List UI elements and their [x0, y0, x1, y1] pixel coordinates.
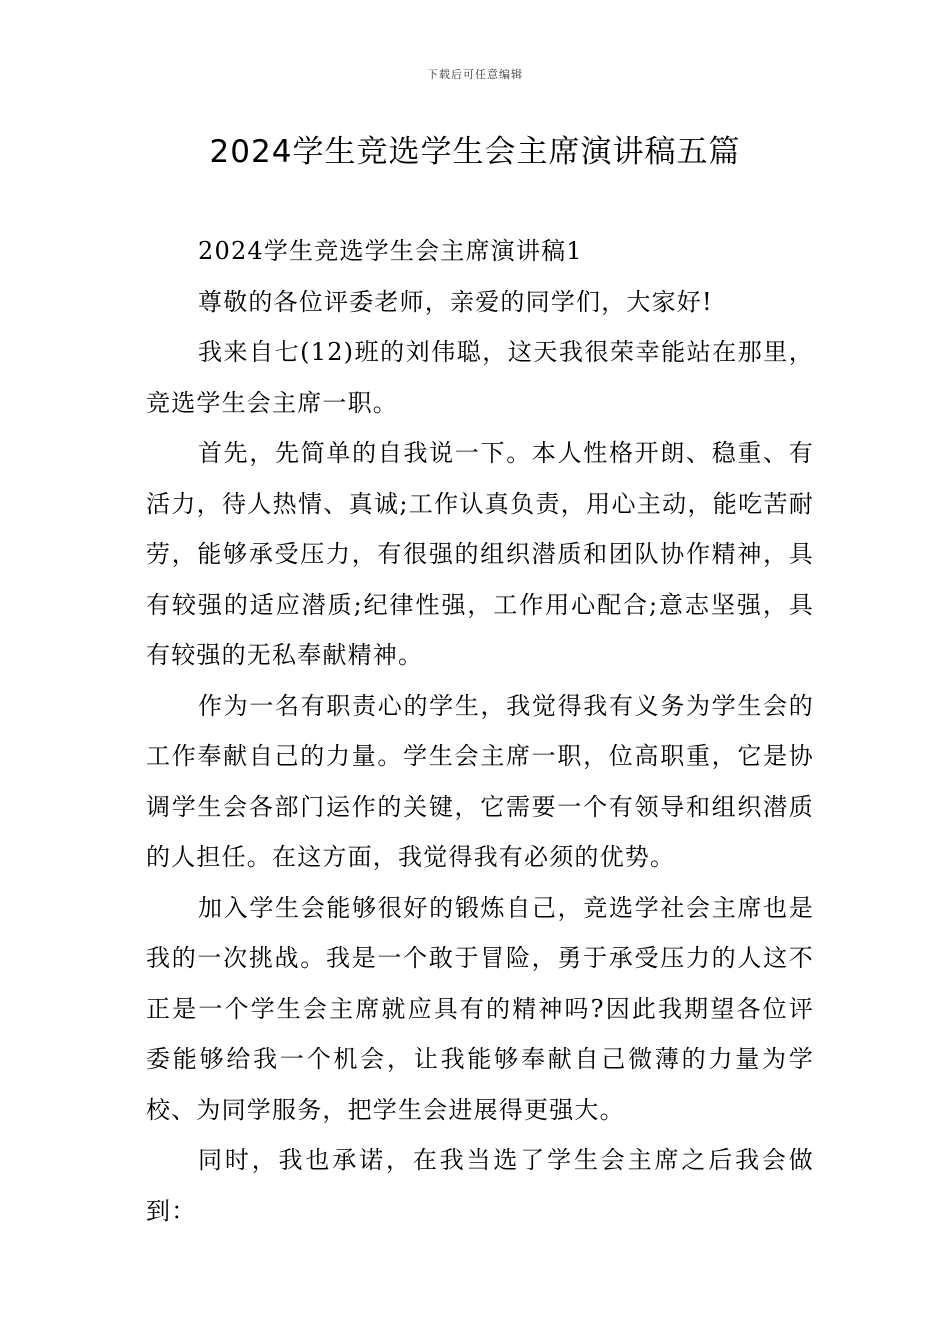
paragraph-subtitle: 2024学生竞选学生会主席演讲稿1 — [198, 237, 583, 265]
paragraph: 作为一名有职责心的学生，我觉得我有义务为学生会的工作奉献自己的力量。学生会主席一职，位高职重，它是协调学生会各部门运作的关键，它需要一个有领导和组织潜质的人担任。在这方面，我觉得我有必须的优势。 — [146, 691, 814, 871]
document-title: 2024学生竞选学生会主席演讲稿五篇 — [209, 134, 741, 170]
paragraph: 首先，先简单的自我说一下。本人性格开朗、稳重、有活力，待人热情、真诚;工作认真负责，用心主动，能吃苦耐劳，能够承受压力，有很强的组织潜质和团队协作精神，具有较强的适应潜质;纪律性强，工作用心配合;意志坚强，具有较强的无私奉献精神。 — [146, 439, 814, 669]
paragraph: 我来自七(12)班的刘伟聪，这天我很荣幸能站在那里，竞选学生会主席一职。 — [146, 338, 814, 417]
paragraph: 同时，我也承诺，在我当选了学生会主席之后我会做到： — [146, 1146, 814, 1225]
paragraph: 加入学生会能够很好的锻炼自己，竞选学社会主席也是我的一次挑战。我是一个敢于冒险，勇于承受压力的人这不正是一个学生会主席就应具有的精神吗?因此我期望各位评委能够给我一个机会，让我能够奉献自己微薄的力量为学校、为同学服务，把学生会进展得更强大。 — [146, 893, 814, 1124]
paragraph-greeting: 尊敬的各位评委老师，亲爱的同学们，大家好! — [198, 287, 713, 316]
document-body — [146, 226, 814, 1236]
header-note: 下载后可任意编辑 — [427, 68, 523, 81]
